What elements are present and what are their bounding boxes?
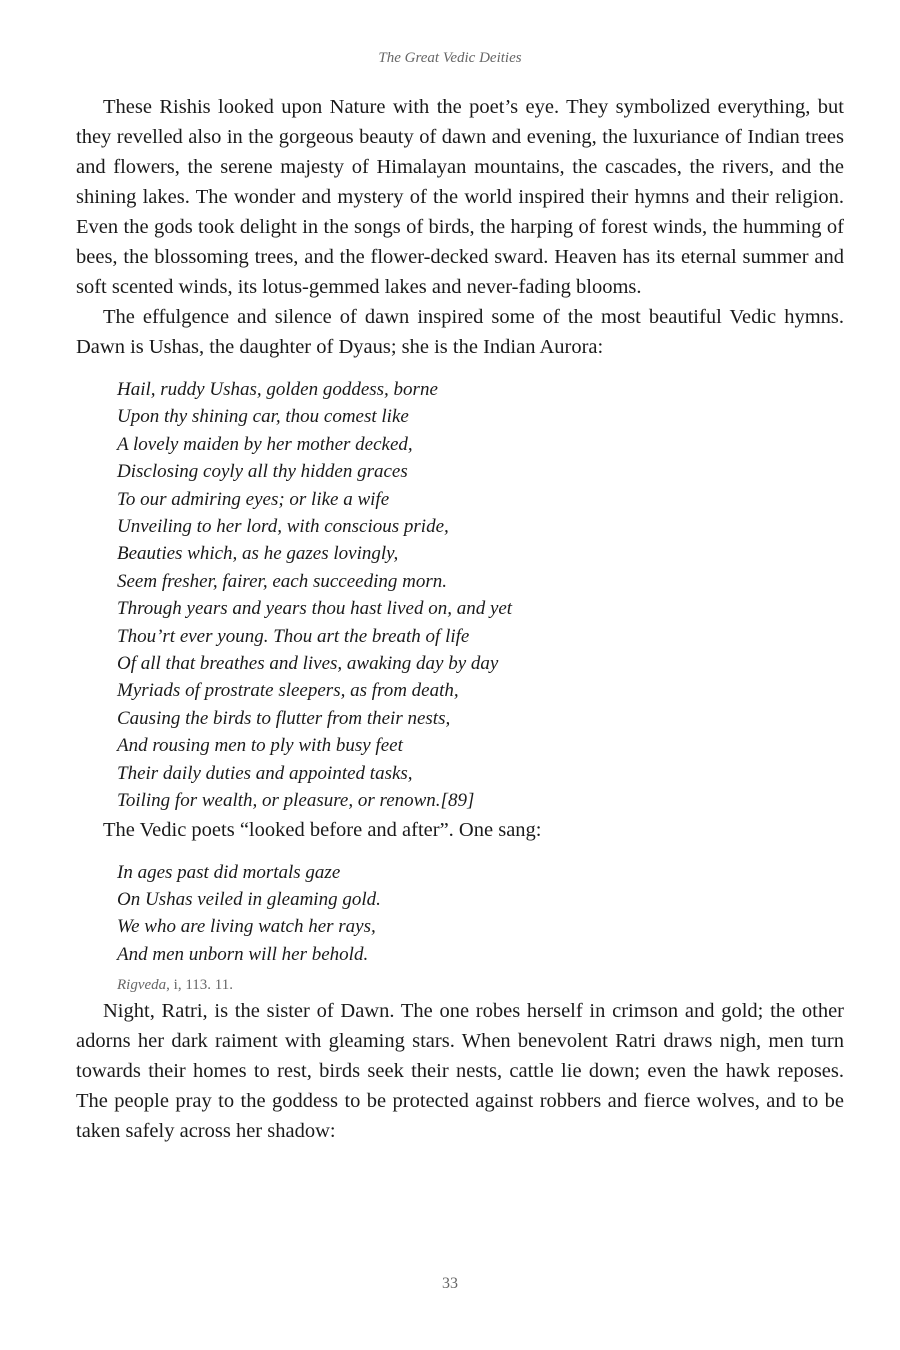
poem-line: Hail, ruddy Ushas, golden goddess, borne (117, 379, 438, 400)
poem-line: Disclosing coyly all thy hidden graces (117, 461, 408, 483)
page-content (76, 92, 844, 1146)
attribution-source: Rigveda (117, 977, 167, 994)
poem-line: Seem fresher, fairer, each succeeding morn. (117, 570, 447, 592)
poem-line: To our admiring eyes; or like a wife (117, 488, 390, 510)
poem-line: Through years and years thou hast lived on, and yet (117, 598, 513, 620)
poem-ages-past (117, 859, 844, 969)
poem-line: Causing the birds to flutter from their nests, (117, 707, 451, 729)
paragraph-3: The Vedic poets “looked before and after”. One sang: (103, 818, 542, 841)
paragraph-1: These Rishis looked upon Nature with the poet’s eye. They symbolized everything, but they revelled also in the gorgeous beauty of dawn and evening, the luxuriance of Indian trees and flowers, the serene majesty of Himalayan mountains, the cascades, the rivers, and the shining lakes. The wonder and mystery of the world inspired their hymns and their religion. Even the gods took delight in the songs of birds, the harping of forest winds, the humming of bees, the blossoming trees, and the flower-decked sward. Heaven has its eternal summer and soft scented winds, its lotus-gemmed lakes and never-fading blooms. (76, 96, 844, 298)
poem-line: Thou’rt ever young. Thou art the breath of life (117, 625, 470, 647)
poem-line: And rousing men to ply with busy feet (117, 735, 403, 757)
paragraph-4: Night, Ratri, is the sister of Dawn. The one robes herself in crimson and gold; the other adorns her dark raiment with gleaming stars. When benevolent Ratri draws nigh, men turn towards their homes to rest, birds seek their nests, cattle lie down; even the hawk reposes. The people pray to the goddess to be protected against robbers and fierce wolves, and to be taken safely across her shadow: (76, 1000, 844, 1143)
poem-line: Unveiling to her lord, with conscious pride, (117, 516, 449, 538)
running-head: The Great Vedic Deities (378, 50, 522, 66)
poem-ushas-hymn (117, 376, 844, 815)
poem-line: Beauties which, as he gazes lovingly, (117, 543, 399, 565)
paragraph-2: The effulgence and silence of dawn inspired some of the most beautiful Vedic hymns. Dawn is Ushas, the daughter of Dyaus; she is the Indian Aurora: (76, 306, 844, 358)
poem-line: Upon thy shining car, thou comest like (117, 406, 409, 428)
page-number: 33 (442, 1275, 458, 1292)
poem-line: On Ushas veiled in gleaming gold. (117, 888, 381, 910)
poem-line: A lovely maiden by her mother decked, (117, 433, 413, 455)
poem-line: Myriads of prostrate sleepers, as from death, (117, 680, 459, 702)
poem-attribution (117, 974, 844, 996)
poem-line: In ages past did mortals gaze (117, 861, 341, 883)
attribution-reference: , i, 113. 11. (166, 977, 233, 994)
poem-line: And men unborn will her behold. (117, 943, 369, 965)
poem-line: Their daily duties and appointed tasks, (117, 762, 413, 784)
poem-line: Of all that breathes and lives, awaking day by day (117, 653, 499, 675)
poem-line: Toiling for wealth, or pleasure, or renown.[89] (117, 790, 475, 812)
poem-line: We who are living watch her rays, (117, 916, 376, 938)
